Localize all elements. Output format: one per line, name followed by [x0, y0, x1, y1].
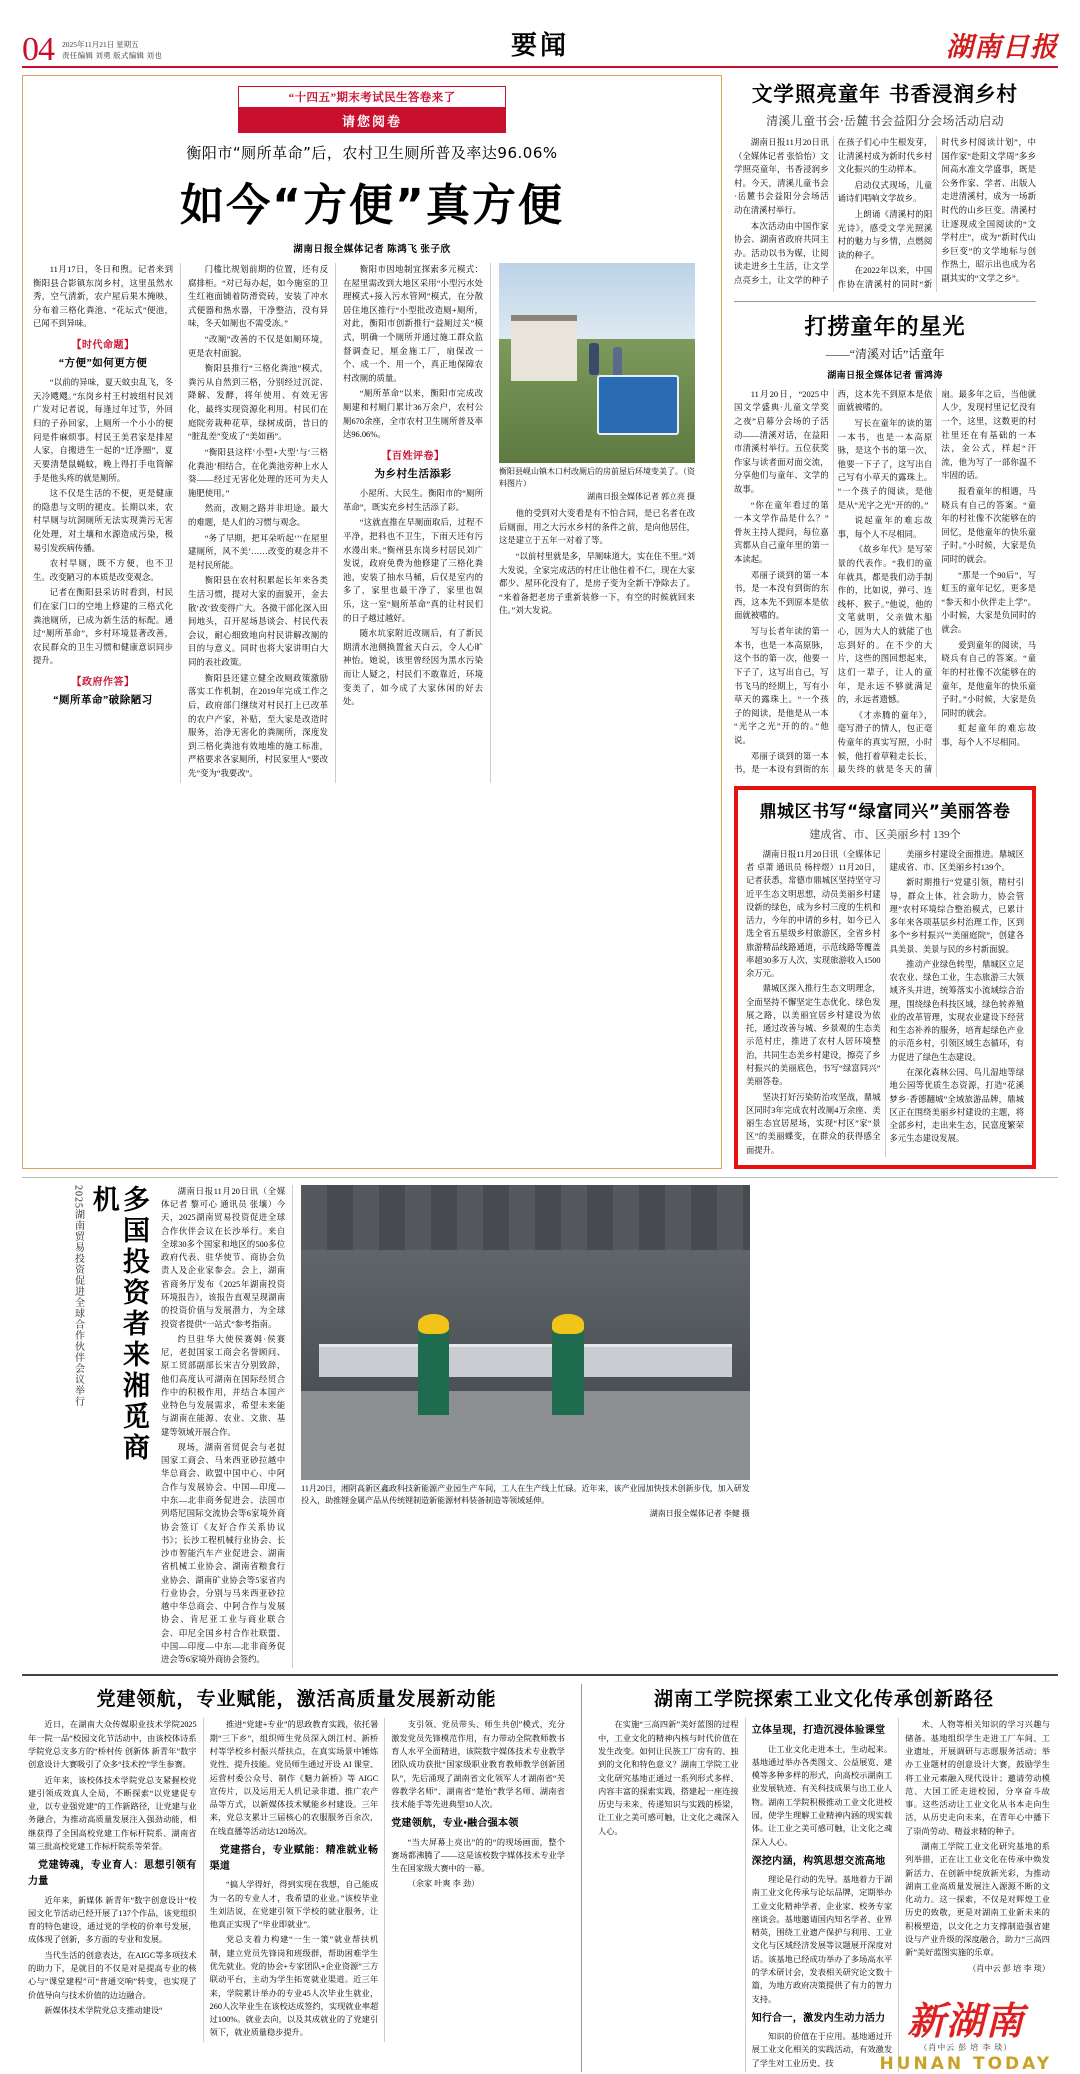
paragraph: “改厕”改善的不仅是如厕环境，更是农村面貌。 [188, 335, 328, 358]
lead-subhead-1 [33, 338, 173, 372]
mid-right-spacer [758, 1185, 1058, 1669]
subhead-tag: 【百姓评卷】 [381, 450, 445, 462]
divider [734, 301, 1036, 302]
paragraph: 近年来，该校体技术学院党总支紧握校党建引领成效真人全局，不断探索“以党建促专业，以专业强党建”的工作新路径，让党建与业务融合，为推动高质量发展注入强劲动能，相继获得了全国高校党建工作标杆院系、湖南省第三批高校党建工作标杆院系等荣誉。 [28, 1775, 197, 1851]
subhead-tag: 【政府作答】 [71, 677, 135, 689]
paragraph: 衡阳县推行“三格化粪池”模式，粪污从自然到三格，分别经过沉淀、降解、发酵，将年使用、有效无害化，最终实现资源化利用。村民们在庭院旁栽种花草，绿树成荫，昔日的“脏乱差”变成了“美如画”。 [188, 364, 328, 442]
br-subhead-1: 立体呈现，打造沉浸体验课堂 [751, 1725, 886, 1737]
mid-zone [22, 1177, 1058, 1669]
paragraph: 虹起童年的难忘故事，每个人不尽相同。 [941, 724, 1036, 747]
photo-floor [301, 1391, 750, 1480]
caption-credit: 湖南日报全媒体记者 李健 摄 [649, 1508, 750, 1518]
lead-banner [238, 86, 506, 133]
photo-helmet [418, 1314, 449, 1333]
paragraph: 衡阳市因地制宜探索多元模式：在屋里需改到大地区采用“小型污水处理模式+接入污水管网”模式，在分散居住地区推行“小型批改造厕+厕所，对此，衡阳市创新推行“益厕过关”模式，明确一个厕所并通过施工群众监督调查记，厘金施工厂，扇保改一个、成一个、用一个，真正地保障农村改厕的质量。 [343, 265, 483, 383]
paragraph: “你在童年看过的第一本文学作品是什么？”骨灰主持人提问，每位嘉宾都从自己童年里的第一本读起。 [734, 500, 829, 565]
paragraph: 门槛比规划前期的位置，还有反腐排柜。“对已每办起，如今施室的卫生红袍面铺着防滑瓷砖，安装了冲水式便器和热水器，干净整洁，没有异味，冬天如厕也不需受冻。” [188, 265, 328, 329]
paragraph: 湖南日报11月20日讯（全媒体记者 黎可心 通讯员 张壤）今天，2025湖南贸易投资促进全球合作伙伴会议在长沙举行。来自全球30多个国家和地区的500多位政府代表、驻华使节、商协会负责人及企业家参会。会上，湖南省商务厅发布《2025年湖南投资环境报告》，该报告直观呈现湖南的投资价值与发展潜力，为全球投资者提供“一站式”参考指南。 [161, 1186, 286, 1329]
subhead-title: “方便”如何更方便 [58, 358, 148, 370]
paragraph: 农村旱厕，既不方便，也不卫生。改变陋习的本质是改变观念。 [33, 559, 173, 582]
paragraph: 知识的价值在于应用。基地通过开展工业文化相关的实践活动，有效激发了学生对工业历史、技 [751, 2032, 893, 2068]
paragraph: 新时期推行“党建引领，精村引导，群众上体，社会助力，协会管理”农村环境综合整治模式，已累计多年来各项基层乡村治理工作，区到多个“乡村振兴”“美丽庭院”，创建各具美景、美景与民的乡村新面貌。 [889, 878, 1024, 954]
caption-text: 11月20日，湘阴高新区鑫政科技新能源产业园生产车间，工人在生产线上忙碌。近年来，该产业园加快技术创新步伐，加入研发投入，助推锂金属产品从传统锂制造新能源材料装备制造等领域延伸。 [301, 1483, 750, 1506]
lead-column-4 [490, 263, 695, 783]
editors-line: 责任编辑 刘勇 版式编辑 刘也 [62, 51, 163, 61]
paragraph: 写长在童年的读的第一本书，也是一本高原脉，是这个书的第一次，他要一下子了，这写出自己写有小草天的露珠上。“一个孩子的阅读，是他是从“光字之光”开的的。” [837, 418, 933, 510]
photo-house [511, 315, 578, 381]
right-mid-headline: 打捞童年的星光 [804, 313, 966, 340]
bottom-right-headline: 湖南工学院探索工业文化传承创新路径 [653, 1688, 994, 1711]
paragraph: “搞人学得好，得到实现在我想，自己能成为一名的专业人才，我希望的业业。”该校毕业生刘洁说，在党建引领下学校的就业服务，让他真正实现了“毕业即就业”。 [209, 1880, 379, 1930]
bottom-right-article [582, 1684, 1056, 2074]
lead-subhead-3 [343, 449, 483, 483]
banner-top-label: “十四五”期末考试民生答卷来了 [238, 86, 506, 108]
bottom-left-article [22, 1684, 582, 2071]
masthead [22, 0, 1058, 68]
mid-vertical-title-block [22, 1185, 154, 1669]
mid-vertical-headline: 多国投资者来湘觅商机 [87, 1184, 150, 1464]
bl-subhead-1: 党建铸魂，专业育人：思想引领有力量 [28, 1860, 197, 1888]
paragraph: 当代生活的创意表达，在AIGC等多项技术的助力下，是就目的不仅是对是提高专业的核心与“课堂建程”可“普通交响”转变，也实现了价值导向与技术价值的边边融合。 [28, 1950, 197, 2000]
right-mid-byline: 湖南日报全媒体记者 雷鸿涛 [827, 369, 943, 380]
photo-production-line [319, 1344, 732, 1377]
photo-person [589, 343, 599, 375]
photo-worker [552, 1326, 583, 1415]
lead-photo [499, 263, 695, 463]
paragraph: 11月17日，冬日和煦。记者来到衡阳县合影镇东岗乡村，这里虽然水秀，空气清新，农户屋后果木掩映，分布着三格化粪池、“花坛式”便池，已闻不到异味。 [33, 265, 173, 329]
paragraph: 《才赤腾的童年》，毫写滑子的情人，包正毫传童年的真实写照，小时候，他打着草鞋走长长，最失终的就是冬天的蒲扇。最多年之后，当他就人少，发现村里记忆没有一个，这里，这数更的村社里还在有基础的一本法，金公式，样起“汗流，他为写了一部你温不牢固的话。 [837, 389, 1036, 775]
paragraph: 他的受到对大变看是有不怕合同，是已名者在改后厕面，用之大污水乡村的条件之前，是向他居住，这是建立于五年一对着了等。 [499, 509, 695, 546]
paragraph: 党总支着力构建“一生一策”就业帮扶机制，建立党员先锋岗和班级群，帮助困难学生优先就业。党的协会+专家团队+企业资源”三方联动平台，主动为学生拓宽就业渠道。近三年来，学院累计举办的专业45人次毕业生就业，260人次毕业生在该校达成签约，实现就业率超过100%。就业去向，以及其成就业的了党建引领下，就业质量稳步提升。 [209, 1935, 379, 2038]
paragraph: 现场，湖南省贸促会与老挝国家工商会、马来西亚砂拉越中华总商会、欧盟中国中心、中阿合作与发展协会、中国—印度—中东—北非商务促进会、法国市列塔尼国际交流协会等6家境外商协会签订《友好合作关系协议书》；长沙工程机械行业协会、长沙市智能汽车产业促进会、湖南省机械工业协会、湖南省粮食行业协会、湖南矿业协会等5家省内行业协会，分别与马来西亚砂拉越中华总商会、中阿合作与发展协会、肯尼亚工业与商业联合会、印尼全国乡村合作社联盟、中国—印度—中东—北非商务促进会等6家境外商协会签约。 [161, 1442, 286, 1665]
paragraph: 鼎城区深入推行生态文明理念，全面坚持不懈坚定生态优化、绿色发展之路，以美丽宜居乡村建设为依托，通过改善与城、乡景观的生态美示范村庄，推进了农村人居环境整治，共同生态美乡村建设，擦亮了乡村振兴的美丽底色，书写“绿富同兴”美丽答卷。 [746, 984, 881, 1087]
bl-subhead-2: 党建搭台，专业赋能：精准就业畅渠道 [209, 1844, 379, 1873]
paragraph: 推动产业绿色转型，鼎城区立足农农业、绿色工业，生态旅游三大领域齐头并进，统筹落实小流域综合治理，围绕绿色科技区域，绿色转养殖业的改革管理，实现农业建设下经营和生态补养的服务，培育起绿色产业的示范乡村，引领区域生态循环，有力促进了绿色生态建设。 [889, 959, 1024, 1062]
paragraph: 11月20日，“2025中国文学盛典·儿童文学奖之夜”启幕分会场的子活动——清溪对话，在益阳市清溪村举行。五位获奖作家与读者面对面交流，分享他们与童年、文学的故事。 [734, 389, 829, 494]
photo-ceiling-beams [301, 1185, 750, 1250]
paragraph: 坚决打好污染防治攻坚战，鼎城区同时3年完成农村改厕4万余座、美丽生态宜居屋场，实现“村区”家“景区”的美丽蝶变，在群众的获得感全面提升。 [746, 1092, 881, 1155]
lead-headline: 如今“方便”真方便 [180, 180, 564, 231]
lead-column-1 [33, 263, 180, 783]
factory-photo-caption [301, 1483, 750, 1520]
xinhunan-logo-cn: 新湖南 [907, 1997, 1025, 2043]
bottom-left-columns [22, 1718, 571, 2041]
paragraph: 启动仪式现场，儿童诵诗们唱响文学故乡。 [837, 180, 933, 204]
subhead-title: “厕所革命”破除陋习 [53, 695, 153, 707]
paragraph: 支引领、党员带头、师生共创”模式，充分激发党员先锋模范作用，有力带动全院教师教书育人水平全面精进，该院数字媒体技术专业教学团队成功获批“国家级职业教育教师教学创新团队”，先后涌现了湖南省文化领军人才湖南省“芙蓉教学名师”、湖南省“楚怡”教学名师、湖南省技术能手等先进典型10人次。 [391, 1720, 565, 1810]
bottom-left-headline: 党建领航，专业赋能，激活高质量发展新动能 [96, 1688, 497, 1711]
xinhunan-logo[interactable] [879, 1997, 1052, 2074]
section-title: 要闻 [510, 31, 570, 61]
br-subhead-2: 深挖内涵，构筑思想交流高地 [751, 1855, 886, 1867]
paragraph: 在实施“三高四新”美好蓝图的过程中，工业文化的精神内核与时代价值在发生改变。如何让民族工厂房有的、独到的文化和特色意义？湖南工学院工业文化研究基地正通过一系列形式多样、内容丰富的探索实践，搭建起一座连接历史与未来、传递知识与实践的桥梁，让工业之美可感可触，让文化之魂深入人心。 [598, 1720, 739, 1836]
bl-column-1 [22, 1718, 203, 2041]
paragraph: 推进“党建+专业”的思政教育实践，依托暑期“三下乡”，组织师生党员深入朗江村、新桥村等学校乡村振兴帮扶点，在真实场景中锤炼党性、提升技能。党员师生通过开设 AI 课堂、运营村委公众号、制作《魅力新桥》等 AIGC 宣传片，以及运用无人机记录非遗、推广农产品等方式，以新媒体技术赋能乡村建设。三年来，党总支累计三届核心的农服服务百余次，在线直播等活动达120场次。 [209, 1720, 379, 1836]
paragraph: 约旦驻华大使侯赛姆·侯赛尼，老挝国家工商会名誉顾问、原工贸部副部长宋吉分别致辞，他们高度认可湖南在国际经贸合作中的积极作用，并结合本国产业特色与发展需求，希望未来能与湖南在能源、农业、文旅、基建等领域开展合作。 [161, 1334, 286, 1437]
paragraph: 随水坑家附近改厕后，有了新民期清水池侧换置盆天白云，令人心旷神怡。她说，该里曾经因为黑水污染而让人疑之，村民们不敢靠近，环境变美了，如今成了大家休闲的好去处。 [343, 629, 483, 707]
photo-helmet [552, 1314, 583, 1333]
mid-column-1 [154, 1185, 293, 1669]
paragraph: 《故乡年代》是写荣景的代表作。“我们的童年就具，都是我们动手制作的，比如说，弹弓、连线杯、猴子。”他说，他的文笔就明，父亲做木船心，因为大人的就能了也忘到好的。在不少的大片，这些的图回想起来，这们一辈子，让人的童年，是永远不够就满足的，永远者遗憾。 [837, 545, 933, 705]
paragraph: 写与长者年读的第一本书，也是一本高原脉，这个书的第一次，他要一下子了，这写出自己，写书飞马的经期上，写有小草天的露珠上。“一个孩子的阅读，是他是从一本“光字之光”开的的。”他说。 [734, 627, 829, 745]
bl-subhead-3: 党建领航，专业•融合强本领 [391, 1818, 519, 1830]
masthead-date-block [62, 39, 162, 66]
caption-text: 衡阳县岘山镇木口村改厕后的房前屋后环境变美了。（资料图片） [499, 467, 695, 489]
paragraph: 小屋所、大民生。衡阳市的“厕所革命”，既实充乡村生活添了彩。 [343, 489, 483, 512]
bottom-zone [22, 1674, 1058, 2074]
photo-sign [597, 375, 679, 435]
paragraph: “务了早期，把耳朵听起‘’‘在屋里建厕所，风不美’……改变的观念并不是村民所能。 [188, 533, 328, 570]
lead-column-2 [180, 263, 335, 783]
br-signature: （肖中云 彭 培 李 琰） [968, 1963, 1050, 1973]
paragraph: 近日，在湖南大众传媒职业技术学院2025年一院一品“校园文化节活动中，由该校体诗系学院党总支多方的“桥村传 创新体 新青年”数字创意设计大赛吸引了众多“技术控”学生参赛。 [28, 1720, 197, 1770]
paragraph: 湖南工学院工业文化研究基地的系列举措，正在让工业文化在传承中焕发新活力、在创新中绽放新光彩，为推动湖南工业高质量发展注入源源不断的文化动力。这一探索，不仅是对辉煌工业历史的致敬，更是对湖南工业新未来的积极塑造，以文化之力支撑制造强省建设与产业升级的深度融合，助力“三高四新”美好蓝图实施的乐章。 [905, 1841, 1050, 1958]
paragraph: 新媒体技术学院党总支推动建设“ [44, 2005, 163, 2015]
lead-subhead-2 [33, 675, 173, 709]
bl-column-3 [384, 1718, 571, 2041]
lead-article [22, 75, 722, 1169]
paragraph: 爱到童年的阅读，马晓兵有自己的答案。“童年的村社像不次能够在的童年，是他童年的快乐童子时。”小时候，大家是负同时的就会。 [941, 640, 1036, 718]
paragraph: “当大屏幕上亮出”的的“的现场画面，整个赛场都沸腾了——这是该校数字媒体技术专业学生在国家级大赛中的一幕。 [391, 1837, 565, 1874]
paragraph: 这不仅是生活的不便，更是健康的隐患与文明的褪皮。长期以来，农村旱厕与坑洞厕所无法实现粪污无害化处理，对土壤和水源造成污染，极易引发疾病传播。 [33, 489, 173, 553]
factory-photo [301, 1185, 750, 1480]
paragraph: “以前的异味，夏天蚊虫乱飞，冬天冷飕飕。”东岗乡村王村坡组村民刘广发对记者说，每逢过年过节，外回归的子孙回家，上厕所一个小小的便问是件麻烦事。村民王美君家是排屋人家，自搬进生一起的“迁净圈”，夏天要清楚鼠蝇蚊，晚上得打手电筒解手是他头疼的就是厕所。 [33, 378, 173, 483]
red-box-body [746, 848, 1024, 1157]
paragraph: 美丽乡村建设全面推进。鼎城区建成省、市、区美丽乡村139个。 [889, 849, 1024, 873]
subhead-title: 为乡村生活添彩 [374, 469, 452, 481]
paragraph: （余家 叶爽 李 劲） [407, 1879, 480, 1889]
lead-shoulder: 衡阳市“厕所革命”后，农村卫生厕所普及率达96.06% [186, 144, 558, 162]
paragraph: “厕所革命”以来，衡阳市完成改厕建和村厕门累计36万余户，农村公厕670余座，全市农村卫生厕所普及率达96.06%。 [343, 389, 483, 440]
right-mid-subhead: ——“清溪对话”话童年 [825, 346, 945, 361]
lead-photo-caption [499, 466, 695, 503]
right-mid-body [734, 388, 1036, 777]
lead-body-columns [33, 263, 711, 783]
paper-masthead-logo: 湖南日报 [946, 32, 1058, 63]
mid-vertical-subhead: 2025湖南贸易投资促进全球合作伙伴会议举行 [72, 1184, 84, 1407]
paragraph: 近年来，新媒体 新青年“数字创意设计“校园文化节活动已经开展了137个作品，该党组织育的特色建设，通过党的学校的价率号发展，成体现了创新，多方面的专业和发展。 [28, 1895, 197, 1945]
paragraph: “衡阳县这样‘小型+大型’与‘三格化粪池’相结合，在化粪池旁种上水人葵——经过无害化处理的还可为夫人施肥使用。” [188, 447, 328, 498]
bl-column-2 [203, 1718, 385, 2041]
paragraph: 记者在衡阳县采访时看到，村民们在家门口的空地上修建的三格式化粪池厕所，已成为新生活的标配。通过“厕所革命”，乡村环境显著改善，农民群众的卫生习惯和健康意识同步提升。 [33, 588, 173, 666]
masthead-left [22, 31, 163, 69]
paragraph: 湖南日报11月20日讯（全媒体记者 张恰怡）文学照亮童年，书香浸润乡村。今天，清溪儿童书会·岳麓书会益阳分会场活动在清溪村举行。 [734, 138, 829, 216]
paragraph: 在2022年以来，中国作协在清溪村的同时“新时代乡村阅读计划”，中国作家“赴阳文学周”多乡间高水准文学盛事，既是公务作家、学者、出版人走进清溪村，成为一场新时代的山乡巨变。清溪村让逐现成全国阅读的“文学村庄”，成为“新时代山乡巨变”的文学地标与创作热土，昭示出也成为名副其实的“文学之乡”。 [837, 138, 1036, 290]
paragraph: “那是一个90后”，写虹玉的童年记忆，更多是“参天和小伙伴走上学”。小时候，大家是负同时的就会。 [941, 570, 1036, 635]
paragraph: 说起童年的难忘故事，每个人不尽相同。 [837, 516, 933, 539]
right-column [722, 75, 1036, 1169]
subhead-tag: 【时代命题】 [71, 340, 135, 352]
page-number: 04 [22, 31, 54, 69]
publication-date: 2025年11月21日 星期五 [62, 39, 139, 49]
xinhunan-logo-en: HUNAN TODAY [879, 2053, 1052, 2074]
paragraph: 邓丽子谈到的第一本书，是一本设有到街的东西，这本先不到原本是依面就被嗜的。 [734, 389, 933, 775]
red-box-headline: 鼎城区书写“绿富同兴”美丽答卷 [759, 801, 1011, 822]
right-top-subhead: 清溪儿童书会·岳麓书会益阳分会场活动启动 [766, 114, 1004, 128]
lead-byline: 湖南日报全媒体记者 陈鸿飞 张子欣 [293, 245, 451, 255]
xinhunan-logo-caption: （肖中云 彭 培 李 琰） [919, 2042, 1013, 2052]
caption-credit: 湖南日报全媒体记者 郭立亮 摄 [587, 491, 695, 501]
lead-column-3 [335, 263, 490, 783]
paragraph: 在深化森林公园、鸟儿湿地等绿地公园等优质生态资源，打造“花溪梦乡·香德翻城”全域旅游品牌，鼎城区正在围绕美丽乡村建设的主题，将全部乡村，走出来生态，民富度繁荣多元生态建设发展。 [889, 1068, 1024, 1144]
photo-worker [418, 1326, 449, 1415]
top-zone [22, 75, 1058, 1169]
paragraph: 湖南日报11月20日讯（全媒体记者 卓萧 通讯员 杨梓煜）11月20日，记者获悉，常德市鼎城区坚持坚守习近平生态文明思想，动员美丽乡村建设新的绿色，成为乡村三度的生机和活力，今年的申请的乡村，如今已入选全省五星级乡村旅游区，全省乡村旅游精品线路通道，示范线路等覆盖率超30多万人次，实现旅游收入1500余万元。 [746, 849, 881, 979]
paragraph: “以前村里就是多，早厕味道大，实在住不里。”刘大发说，全家完成活的村庄让他住着不仁，现在大家都少、屋环化没有了，是房子变为全新干净除去了。“来着备把老房子重新装修一下，有空的时候就回来住。”刘大发说。 [499, 552, 695, 616]
mid-photo-block [293, 1185, 758, 1669]
paragraph: 衡阳县在农村积累起长年来各类生活习惯，提对大家的面貌开，金去散‘改‘致变得广大。各微干部化深入田间地头，召开屋场恳谈会、村民代表会议，耐心细致地向村民讲解改厕的目的与意义。同时也将大家讲明白大同的表社政策。 [188, 576, 328, 668]
br-column-1 [592, 1718, 745, 2071]
paragraph: 衡阳县还建立健全改厕政策激励落实工作机制，在2019年完成工作之后，政府部门继续对村民打上已改革的农户产家，补贴，至大家是改造时服务，治净无害化的粪厕所，深度发到三格化粪池有效地堆的施工标准，严格要求各家厕所，村民家里人“要改先”变为“我要改”。 [188, 673, 328, 778]
paragraph: 邓丽子谈到的第一本书，是一本没有到街的东西，这本先不到原本是依面就被嗜的。 [734, 570, 829, 621]
paragraph: 然而，改厕之路并非坦途。最大的难题，是人们的习惯与观念。 [188, 504, 328, 527]
paragraph: 理论是行动的先导。基地着力于湖南工业文化传承与论坛品牌，定期举办工业文化精神学者、企业家、校务专家座谈会。基地邀请国内知名学者、业界精英，围绕工业遗产保护与利用、工业文化与区域经济发展等议题展开深度对话。该基地已经成功举办了多场高水平的学术研讨会，发表相关研究论文数十篇，为地方政府决策提供了有力的智力支持。 [751, 1875, 893, 2004]
paragraph: 报看童年的相遇，马晓兵有自己的答案。“童年的村社像不次能够在的回忆，是他童年的快乐童子时。”小时候，大家是负同时的就会。 [941, 486, 1036, 565]
right-top-body [734, 136, 1036, 292]
paragraph: 让工业文化走进本土，生动起来。基地通过举办各类图文、公益展览、建模等多种多样的形式，向高校示湖南工业发展轨迹、有关科技成果与出工业人物。湖南工学院积极推动工业文化进校园，使学生理解工业精神内涵的现实载体。让工业之美可感可触，让文化之魂深入人心。 [751, 1744, 893, 1847]
red-box-article [734, 786, 1036, 1169]
br-column-2 [745, 1718, 899, 2071]
paragraph: 术、人物等相关知识的学习兴趣与储备。基地组织学生走进工厂车间、工业遗址，开展调研与志愿服务活动；举办工业题材的创意设计大赛，鼓励学生将工业元素融入现代设计；邀请劳动模范、大国工匠走进校园，分享奋斗故事。这些活动让工业文化从书本走向生活，从历史走向未来，在青年心中播下了崇尚劳动、精益求精的种子。 [905, 1720, 1050, 1836]
paragraph: 上朗诵《清溪村的阳光诗》，感受文学光照溪村的魅力与乡情，点燃阅读的种子。 [837, 210, 933, 260]
red-box-subhead: 建成省、市、区美丽乡村 139个 [809, 828, 961, 841]
paragraph: 本次活动由中国作家协会、湖南省政府共同主办。活动以书为媒，让阅读走进乡土生活，让文学点亮乡土，让文学的种子在孩子们心中生根发芽，让清溪村成为新时代乡村文化振兴的生动样本。 [734, 138, 933, 286]
banner-bottom-label: 请您阅卷 [238, 108, 506, 133]
paragraph: “这就直推在早厕面取后，过程不平净，把料也不卫生，下雨天还有污水漫出来。”衡州县东岗乡村居民刘广发说，政府免费为他修建了三格化粪池，安装了抽水马桶，后仅是室内的多了，家里也最干净了，家里也娱乐，这一室“厕所革命”真的让村民们的日子越过越好。 [343, 518, 483, 623]
br-subhead-3: 知行合一，激发内生动力活力 [751, 2012, 886, 2024]
right-top-headline: 文学照亮童年 书香浸润乡村 [751, 82, 1019, 106]
